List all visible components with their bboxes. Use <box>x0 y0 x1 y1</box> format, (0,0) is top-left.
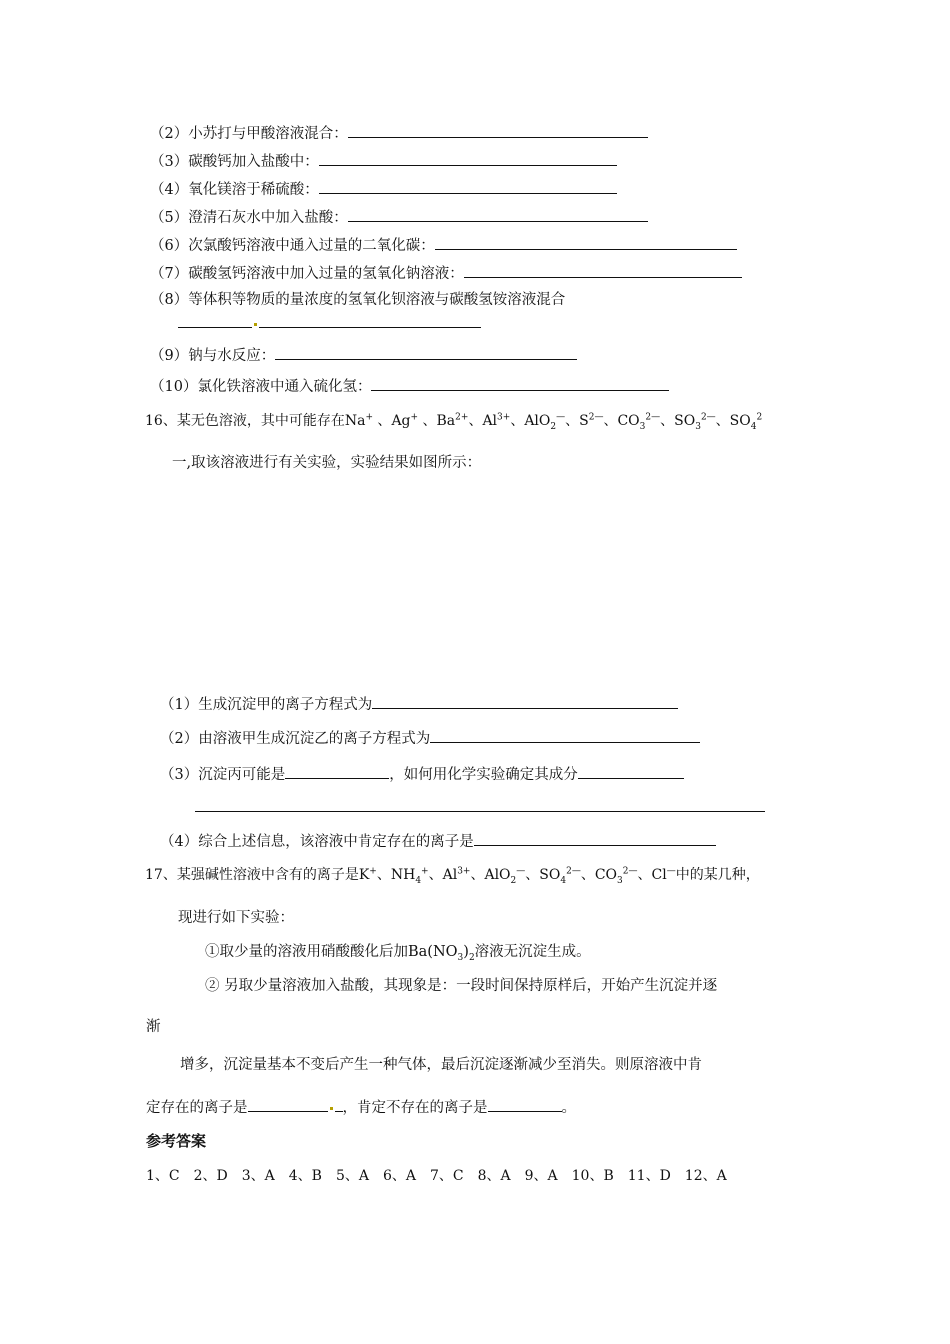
item-number: （9） <box>150 348 189 364</box>
question-text: 某无色溶液，其中可能存在 <box>176 413 345 429</box>
item-text: 碳酸钙加入盐酸中： <box>188 154 319 170</box>
q15-item-2 <box>150 122 648 144</box>
q17-conclusion: 定存在的离子是 ，肯定不存在的离子是 。 <box>146 1096 576 1118</box>
item-number: （8） <box>150 292 189 308</box>
item-number: （7） <box>150 266 189 282</box>
ion-list: Na+ 、Ag+ 、$Ba^{2+}$、$Al^{3+}$、AlO$_2$—、$S^{2—}$、$CO_3^{2—}$、$SO_3^{2—}$、$SO_4^2$ <box>344 412 763 432</box>
sub-question-text: （1）生成沉淀甲的离子方程式为 <box>160 697 373 713</box>
item-text: 次氯酸钙溶液中通入过量的二氧化碳： <box>188 238 435 254</box>
answer-blank[interactable] <box>348 122 648 138</box>
q15-item-8-answer <box>178 312 481 334</box>
q17-experiment-2: ② 另取少量溶液加入盐酸，其现象是：一段时间保持原样后，开始产生沉淀并逐 <box>205 978 718 994</box>
item-number: （4） <box>150 182 189 198</box>
answers-heading: 参考答案 <box>146 1132 207 1150</box>
q15-item-8 <box>150 290 565 310</box>
q15-item-4 <box>150 178 617 200</box>
sub-question-text: （4）综合上述信息，该溶液中肯定存在的离子是 <box>160 834 474 850</box>
answer-blank[interactable] <box>464 262 742 278</box>
answer-blank[interactable] <box>248 1096 328 1112</box>
answer-blank[interactable] <box>285 763 389 779</box>
ink-dot-icon <box>330 1107 333 1110</box>
q15-item-10 <box>150 375 669 397</box>
item-text: 小苏打与甲酸溶液混合： <box>188 126 348 142</box>
answer-blank[interactable] <box>259 312 481 328</box>
item-text: 钠与水反应： <box>188 348 276 364</box>
answer-blank[interactable] <box>474 830 716 846</box>
q16-stem <box>145 411 762 431</box>
q16-sub-3-continued <box>195 796 765 818</box>
answer-blank[interactable] <box>488 1096 562 1112</box>
q15-item-7 <box>150 262 742 284</box>
answer-blank[interactable] <box>178 312 252 328</box>
item-number: （6） <box>150 238 189 254</box>
q17-experiment-2-wrap: 渐 <box>146 1019 161 1035</box>
q16-sub-1 <box>160 693 678 715</box>
q16-sub-2 <box>160 727 700 749</box>
answer-blank[interactable] <box>435 234 737 250</box>
q17-stem-line2: 现进行如下实验： <box>178 910 294 926</box>
q16-stem-line2: 一,取该溶液进行有关实验，实验结果如图所示： <box>172 455 482 471</box>
answer-blank[interactable] <box>195 796 765 812</box>
q15-item-3 <box>150 150 617 172</box>
q15-item-9 <box>150 344 577 366</box>
q16-sub-4 <box>160 830 716 852</box>
item-text: 等体积等物质的量浓度的氢氧化钡溶液与碳酸氢铵溶液混合 <box>188 292 566 308</box>
answer-blank[interactable] <box>578 763 684 779</box>
item-number: （5） <box>150 210 189 226</box>
item-text: 碳酸氢钙溶液中加入过量的氢氧化钠溶液： <box>188 266 464 282</box>
item-text: 氧化镁溶于稀硫酸： <box>188 182 319 198</box>
question-number: 17、 <box>145 867 177 883</box>
ink-dot-icon <box>254 323 257 326</box>
q15-item-5 <box>150 206 648 228</box>
answer-blank[interactable] <box>372 693 678 709</box>
question-text: 某强碱性溶液中含有的离子是 <box>176 867 359 883</box>
sub-question-text: ，如何用化学实验确定其成分 <box>389 767 578 783</box>
ion-list: K+、$NH_4^+$、$Al^{3+}$、AlO$_2$—、$SO_4^{2—}$、$CO_3^{2—}$、Cl— <box>358 866 676 886</box>
q17-experiment-3: 增多，沉淀量基本不变后产生一种气体，最后沉淀逐渐减少至消失。则原溶液中肯 <box>180 1057 702 1073</box>
answer-blank[interactable] <box>430 727 700 743</box>
answers-line: 1、C 2、D 3、A 4、B 5、A 6、A 7、C 8、A 9、A 10、B 11、D 12、A <box>146 1168 727 1184</box>
question-text: 中的某几种， <box>675 867 760 883</box>
answer-blank[interactable] <box>319 150 617 166</box>
answer-blank[interactable] <box>348 206 648 222</box>
question-number: 16、 <box>145 413 177 429</box>
q16-sub-3 <box>160 763 684 785</box>
q17-stem <box>145 865 760 885</box>
q15-item-6 <box>150 234 737 256</box>
answer-blank[interactable] <box>319 178 617 194</box>
q17-experiment-1: ①取少量的溶液用硝酸酸化后加$Ba(NO_3)_2$溶液无沉淀生成。 <box>205 944 591 963</box>
item-number: （3） <box>150 154 189 170</box>
item-number: （10） <box>150 379 198 395</box>
item-text: 氯化铁溶液中通入硫化氢： <box>197 379 372 395</box>
answer-blank[interactable] <box>371 375 669 391</box>
sub-question-text: （3）沉淀丙可能是 <box>160 767 286 783</box>
answer-blank[interactable] <box>335 1096 343 1112</box>
answer-blank[interactable] <box>275 344 577 360</box>
sub-question-text: （2）由溶液甲生成沉淀乙的离子方程式为 <box>160 731 431 747</box>
item-number: （2） <box>150 126 189 142</box>
item-text: 澄清石灰水中加入盐酸： <box>188 210 348 226</box>
